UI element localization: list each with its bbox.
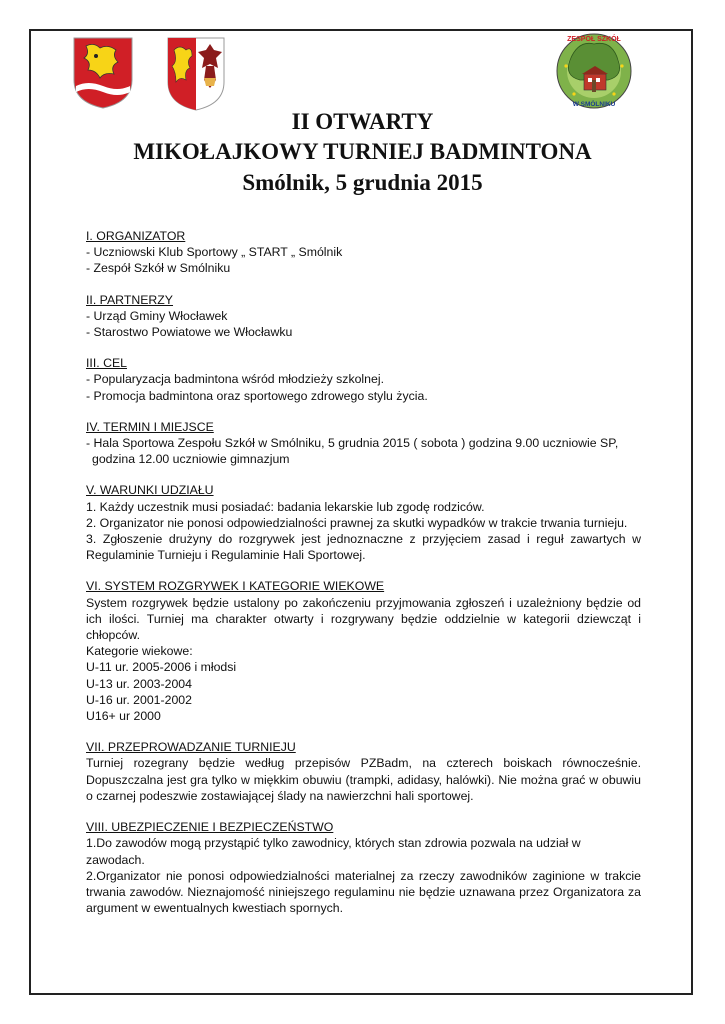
title-line-1: II OTWARTY — [291, 109, 434, 134]
list-item: 2.Organizator nie ponosi odpowiedzialności materialnej za rzeczy zawodników zaginione w trakcie trwania zawodów. Nieznajomość niniejszego regulaminu nie będzie uznawana przez Organizatora za argument w ewentualnych kwestiach spornych. — [86, 868, 641, 916]
school-logo-icon — [554, 30, 634, 112]
list-item: 1. Każdy uczestnik musi posiadać: badania lekarskie lub zgodę rodziców. — [86, 499, 485, 514]
list-item: 3. Zgłoszenie drużyny do rozgrywek jest jednoznaczne z przyjęciem zasad i reguł zawartych w Regulaminie Turnieju i Regulaminie Hali Sportowej. — [86, 532, 641, 563]
title-line-3: Smólnik, 5 grudnia 2015 — [242, 170, 483, 195]
list-item: 1.Do zawodów mogą przystąpić tylko zawodnicy, których stan zdrowia pozwala na udział w zawodach. — [86, 836, 581, 867]
section-organizer — [86, 228, 641, 277]
powiat-coat-of-arms-icon — [166, 36, 226, 112]
school-logo-bottom-text: W SMÓLNIKU — [572, 101, 616, 108]
title-line-2: MIKOŁAJKOWY TURNIEJ BADMINTONA — [133, 139, 592, 164]
list-item: 2. Organizator nie ponosi odpowiedzialności prawnej za skutki wypadków w trakcie trwania turnieju. — [86, 515, 628, 530]
section-heading: II. PARTNERZY — [86, 292, 174, 307]
categories-label: Kategorie wiekowe: — [86, 644, 193, 659]
paragraph: System rozgrywek będzie ustalony po zakończeniu przyjmowania zgłoszeń i uzależniony będzie od ich ilości. Turniej ma charakter otwarty i rozgrywany będzie oddzielnie w kategorii dziewcząt i chłopców. — [86, 595, 641, 643]
section-heading: I. ORGANIZATOR — [86, 229, 186, 243]
list-item: - Promocja badmintona oraz sportowego zdrowego stylu życia. — [86, 388, 428, 403]
list-item: godzina 12.00 uczniowie gimnazjum — [92, 452, 290, 467]
list-item: U-16 ur. 2001-2002 — [86, 692, 192, 707]
list-item: U-13 ur. 2003-2004 — [86, 676, 192, 691]
section-heading: VI. SYSTEM ROZGRYWEK I KATEGORIE WIEKOWE — [86, 579, 385, 594]
section-goal — [86, 355, 641, 404]
list-item: - Starostwo Powiatowe we Włocławku — [86, 325, 293, 340]
section-system — [86, 578, 641, 724]
section-insurance — [86, 819, 641, 916]
section-heading: VII. PRZEPROWADZANIE TURNIEJU — [86, 740, 296, 755]
gmina-coat-of-arms-icon — [72, 36, 134, 110]
list-item: U16+ ur 2000 — [86, 709, 161, 724]
list-item: U-11 ur. 2005-2006 i młodsi — [86, 660, 237, 675]
list-item: - Urząd Gminy Włocławek — [86, 308, 228, 323]
list-item: - Uczniowski Klub Sportowy „ START „ Smólnik — [86, 245, 343, 260]
section-heading: V. WARUNKI UDZIAŁU — [86, 483, 214, 498]
section-heading: VIII. UBEZPIECZENIE I BEZPIECZEŃSTWO — [86, 820, 334, 835]
list-item: - Zespół Szkół w Smólniku — [86, 261, 231, 276]
paragraph: Turniej rozegrany będzie według przepisów PZBadm, na czterech boiskach równocześnie. Dopuszczalna jest gra tylko w miękkim obuwiu (trampki, adidasy, halówki). Nie można grać w obuwiu o czarnej podeszwie zostawiającej ślady na nawierzchni hali sportowej. — [86, 756, 641, 803]
list-item: - Hala Sportowa Zespołu Szkół w Smólniku, 5 grudnia 2015 ( sobota ) godzina 9.00 uczniowie SP, — [86, 436, 619, 451]
list-item: - Popularyzacja badmintona wśród młodzieży szkolnej. — [86, 372, 384, 387]
regulations-body — [86, 228, 641, 931]
section-heading: III. CEL — [86, 356, 128, 371]
school-logo-top-text: ZESPÓŁ SZKÓŁ — [567, 36, 621, 43]
section-conditions — [86, 482, 641, 563]
section-heading: IV. TERMIN I MIEJSCE — [86, 419, 214, 434]
section-partners — [86, 292, 641, 341]
section-time-place — [86, 419, 641, 468]
section-conduct — [86, 739, 641, 804]
